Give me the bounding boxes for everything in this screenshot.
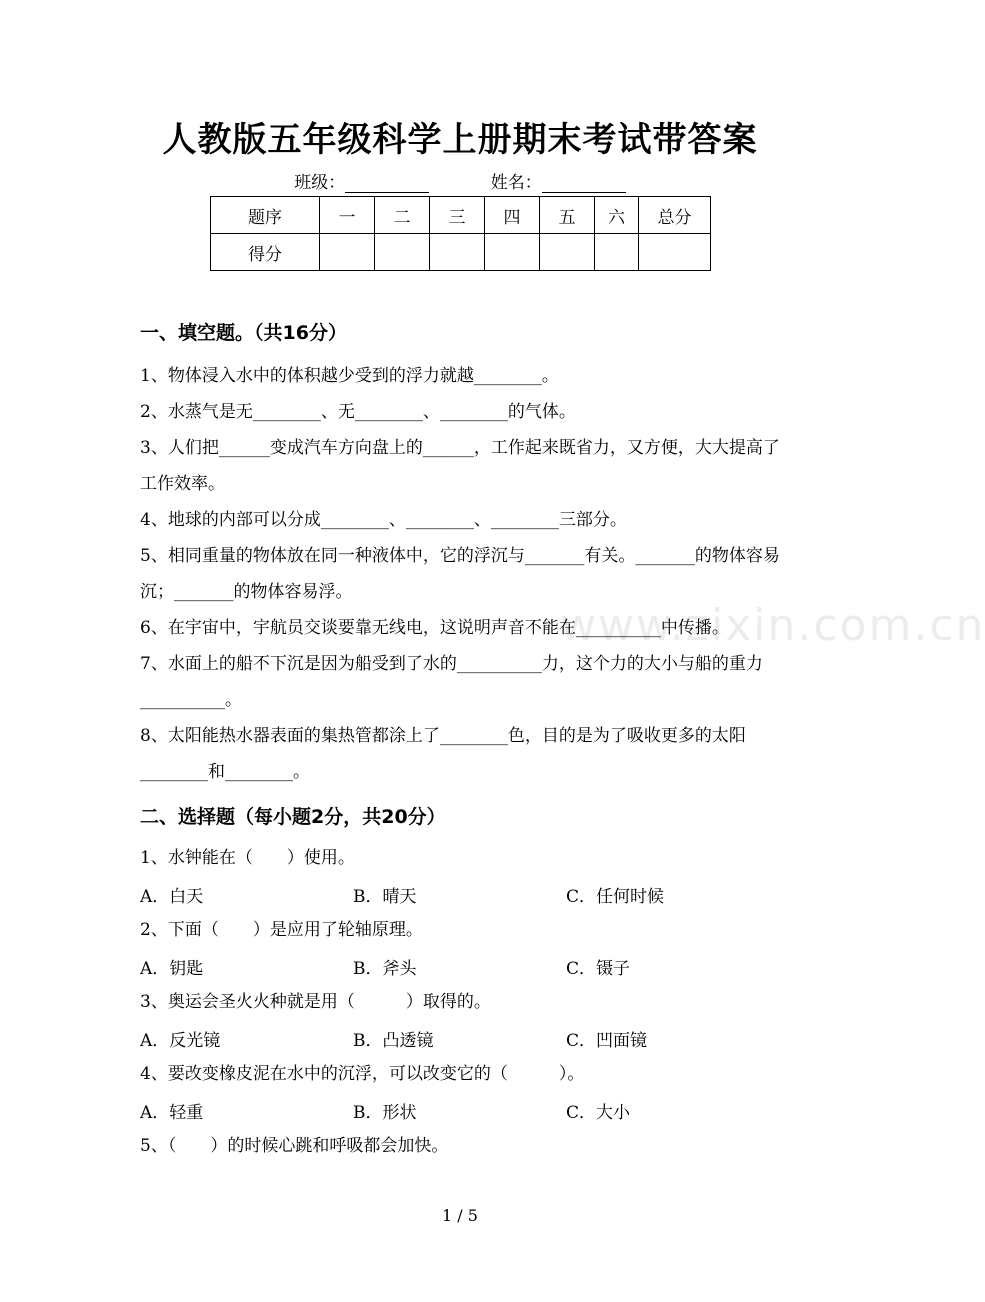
- option-c[interactable]: C．镊子: [566, 959, 631, 979]
- score-cell[interactable]: [639, 234, 711, 271]
- score-header-cell: 二: [375, 197, 430, 234]
- score-cell[interactable]: [320, 234, 375, 271]
- name-blank[interactable]: [542, 176, 626, 193]
- section-heading: 一、填空题。（共16分）: [140, 322, 347, 344]
- score-header-cell: 题序: [211, 197, 320, 234]
- score-header-cell: 一: [320, 197, 375, 234]
- question-options: [140, 1098, 780, 1128]
- name-field: [491, 168, 626, 193]
- score-cell[interactable]: [375, 234, 430, 271]
- option-b[interactable]: B．形状: [353, 1103, 417, 1123]
- score-header-cell: 三: [430, 197, 485, 234]
- score-row-label: 得分: [211, 234, 320, 271]
- score-cell[interactable]: [485, 234, 540, 271]
- watermark: www.zixin.com.cn: [560, 600, 985, 651]
- page-title: 人教版五年级科学上册期末考试带答案: [162, 120, 758, 160]
- score-header-cell: 总分: [639, 197, 711, 234]
- score-header-cell: 五: [540, 197, 595, 234]
- option-b[interactable]: B．凸透镜: [353, 1031, 434, 1051]
- score-cell[interactable]: [540, 234, 595, 271]
- score-table-score-row: [211, 234, 711, 271]
- question-item: 6、在宇宙中，宇航员交谈要靠无线电，这说明声音不能在__________中传播。: [140, 618, 729, 638]
- option-c[interactable]: C．凹面镜: [566, 1031, 648, 1051]
- question-stem: 4、要改变橡皮泥在水中的沉浮，可以改变它的（ ）。: [140, 1064, 585, 1084]
- question-options: [140, 1026, 780, 1056]
- question-options: [140, 954, 780, 984]
- page-number: 1 / 5: [442, 1206, 478, 1225]
- question-item: 1、物体浸入水中的体积越少受到的浮力就越________。: [140, 366, 559, 386]
- option-a[interactable]: A．反光镜: [140, 1031, 221, 1051]
- question-item: 4、地球的内部可以分成________、________、________三部分。: [140, 510, 627, 530]
- option-c[interactable]: C．任何时候: [566, 887, 665, 907]
- option-b[interactable]: B．晴天: [353, 887, 417, 907]
- score-header-cell: 六: [595, 197, 639, 234]
- score-table: [210, 196, 711, 271]
- class-label: 班级：: [294, 173, 346, 193]
- question-item: 2、水蒸气是无________、无________、________的气体。: [140, 402, 576, 422]
- question-stem: 1、水钟能在（ ）使用。: [140, 848, 355, 868]
- question-stem: 5、（ ）的时候心跳和呼吸都会加快。: [140, 1136, 449, 1156]
- class-blank[interactable]: [345, 176, 429, 193]
- question-item: 5、相同重量的物体放在同一种液体中，它的浮沉与_______有关。_______的物体容易沉；_______的物体容易浮。: [140, 546, 780, 602]
- student-info: [0, 168, 920, 193]
- option-c[interactable]: C．大小: [566, 1103, 631, 1123]
- question-stem: 3、奥运会圣火火种就是用（ ）取得的。: [140, 992, 491, 1012]
- score-table-header-row: [211, 197, 711, 234]
- question-options: [140, 882, 780, 912]
- question-item: 7、水面上的船不下沉是因为船受到了水的__________力，这个力的大小与船的重力__________。: [140, 654, 763, 710]
- class-field: [294, 168, 429, 193]
- score-cell[interactable]: [595, 234, 639, 271]
- option-a[interactable]: A．轻重: [140, 1103, 204, 1123]
- option-b[interactable]: B．斧头: [353, 959, 417, 979]
- name-label: 姓名：: [490, 173, 542, 193]
- question-item: 8、太阳能热水器表面的集热管都涂上了________色，目的是为了吸收更多的太阳________和________。: [140, 726, 746, 782]
- option-a[interactable]: A．白天: [140, 887, 204, 907]
- score-header-cell: 四: [485, 197, 540, 234]
- question-stem: 2、下面（ ）是应用了轮轴原理。: [140, 920, 423, 940]
- score-cell[interactable]: [430, 234, 485, 271]
- section-heading: 二、选择题（每小题2分，共20分）: [140, 806, 446, 828]
- question-item: 3、人们把______变成汽车方向盘上的______，工作起来既省力，又方便，大大提高了工作效率。: [140, 438, 780, 494]
- option-a[interactable]: A．钥匙: [140, 959, 204, 979]
